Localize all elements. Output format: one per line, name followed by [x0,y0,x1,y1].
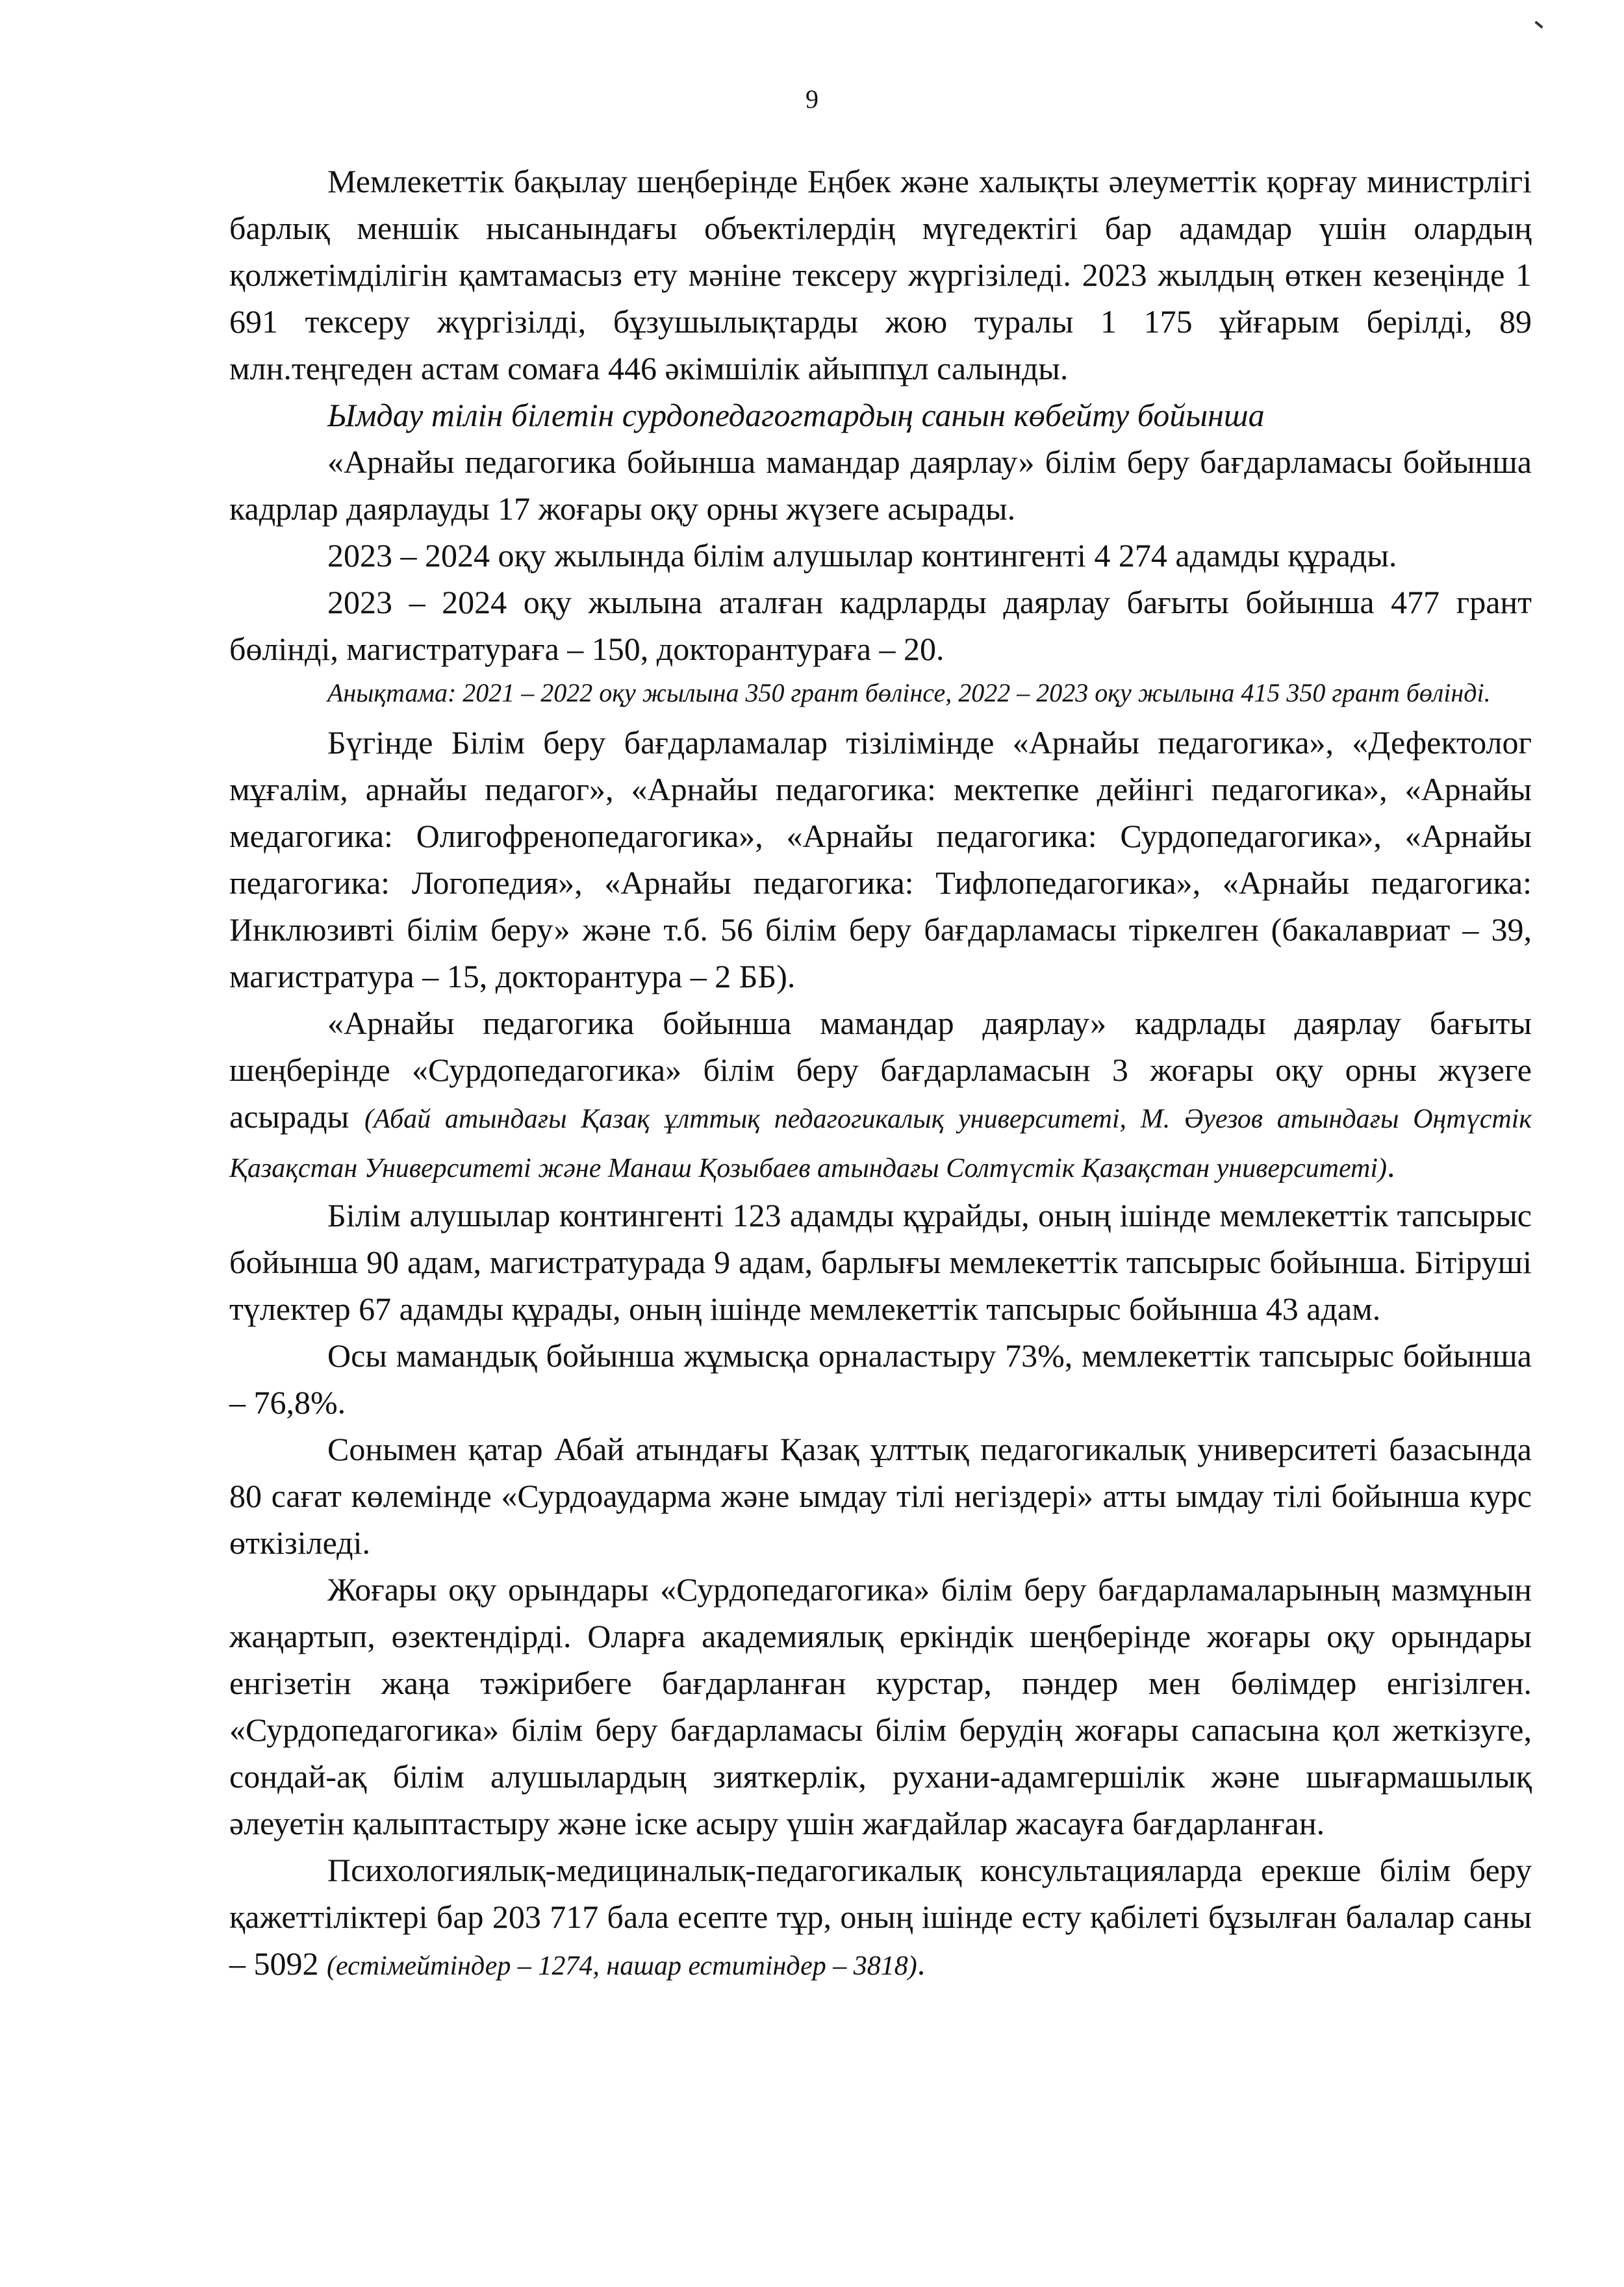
page-number: 9 [806,84,818,114]
paragraph-sign-language-course: Сонымен қатар Абай атындағы Қазақ ұлттық педагогикалық университеті базасында 80 сағат көлемінде «Сурдоаударма және ымдау тілі негіздері» атты ымдау тілі бойынша курс өткізіледі. [229,1431,1532,1561]
scan-mark [1534,21,1543,29]
hearing-note: (естімейтіндер – 1274, нашар еститіндер – 3818) [327,1951,917,1981]
reference-note: Анықтама: 2021 – 2022 оқу жылына 350 грант бөлінсе, 2022 – 2023 оқу жылына 415 350 грант бөлінді. [327,678,1491,707]
paragraph-curriculum-update: Жоғары оқу орындары «Сурдопедагогика» білім беру бағдарламаларының мазмұнын жаңартып, өзектендірді. Оларға академиялық еркіндік шеңберінде жоғары оқу орындары енгізетін жаңа тәжірибеге бағдарланған курстар, пәндер мен бөлімдер енгізілген. «Сурдопедагогика» білім беру бағдарламасы білім берудің жоғары сапасына қол жеткізуге, сондай-ақ білім алушылардың зияткерлік, рухани-адамгершілік және шығармашылық әлеуетін қалыптастыру және іске асыру үшін жағдайлар жасауға бағдарланған. [229,1571,1532,1841]
paragraph-surdopedagogy-universities [229,1000,1532,1192]
universities-note: (Абай атындағы Қазақ ұлттық педагогикалық университеті, М. Әуезов атындағы Оңтүстік Қазақстан Университеті және Манаш Қозыбаев атындағы Солтүстік Қазақстан университеті) [229,1104,1532,1183]
paragraph-tail: . [1387,1148,1395,1184]
paragraph-text: «Арнайы педагогика бойынша мамандар даярлау» кадрлады даярлау бағыты шеңберінде «Сурдопедагогика» білім беру бағдарламасын 3 жоғары оқу орны жүзеге асырады [229,1005,1532,1135]
paragraph-inspections: Мемлекеттік бақылау шеңберінде Еңбек және халықты әлеуметтік қорғау министрлігі барлық меншік нысанындағы объектілердің мүгедектігі бар адамдар үшін олардың қолжетімділігін қамтамасыз ету мәніне тексеру жүргізіледі. 2023 жылдың өткен кезеңінде 1 691 тексеру жүргізілді, бұзушылықтарды жою туралы 1 175 ұйғарым берілді, 89 млн.теңгеден астам сомаға 446 әкімшілік айыппұл салынды. [229,163,1532,386]
paragraph-grants: 2023 – 2024 оқу жылына аталған кадрларды даярлау бағыты бойынша 477 грант бөлінді, магистратураға – 150, докторантураға – 20. [229,584,1532,667]
paragraph-training-programs: «Арнайы педагогика бойынша мамандар даярлау» білім беру бағдарламасы бойынша кадрлар даярлауды 17 жоғары оқу орны жүзеге асырады. [229,444,1532,527]
section-heading-sign-language: Ымдау тілін білетін сурдопедагогтардың санын көбейту бойынша [327,397,1265,433]
paragraph-program-registry: Бүгінде Білім беру бағдарламалар тізілімінде «Арнайы педагогика», «Дефектолог мұғалім, арнайы педагог», «Арнайы педагогика: мектепке дейінгі педагогика», «Арнайы медагогика: Олигофренопедагогика», «Арнайы педагогика: Сурдопедагогика», «Арнайы педагогика: Логопедия», «Арнайы педагогика: Тифлопедагогика», «Арнайы педагогика: Инклюзивті білім беру» және т.б. 56 білім беру бағдарламасы тіркелген (бакалавриат – 39, магистратура – 15, докторантура – 2 ББ). [229,724,1532,994]
paragraph-text: Психологиялық-медициналық-педагогикалық консультацияларда ерекше білім беру қажеттіліктері бар 203 717 бала есепте тұр, оның ішінде есту қабілеті бұзылған балалар саны – 5092 [229,1852,1532,1982]
paragraph-tail: . [917,1945,926,1982]
paragraph-consultations [229,1847,1532,1990]
paragraph-contingent-2023: 2023 – 2024 оқу жылында білім алушылар контингенті 4 274 адамды құрады. [327,537,1397,574]
document-body [229,158,1532,1990]
paragraph-students-count: Білім алушылар контингенті 123 адамды құрайды, оның ішінде мемлекеттік тапсырыс бойынша 90 адам, магистратурада 9 адам, барлығы мемлекеттік тапсырыс бойынша. Бітіруші түлектер 67 адамды құрады, оның ішінде мемлекеттік тапсырыс бойынша 43 адам. [229,1197,1532,1327]
paragraph-employment: Осы мамандық бойынша жұмысқа орналастыру 73%, мемлекеттік тапсырыс бойынша – 76,8%. [229,1337,1532,1421]
